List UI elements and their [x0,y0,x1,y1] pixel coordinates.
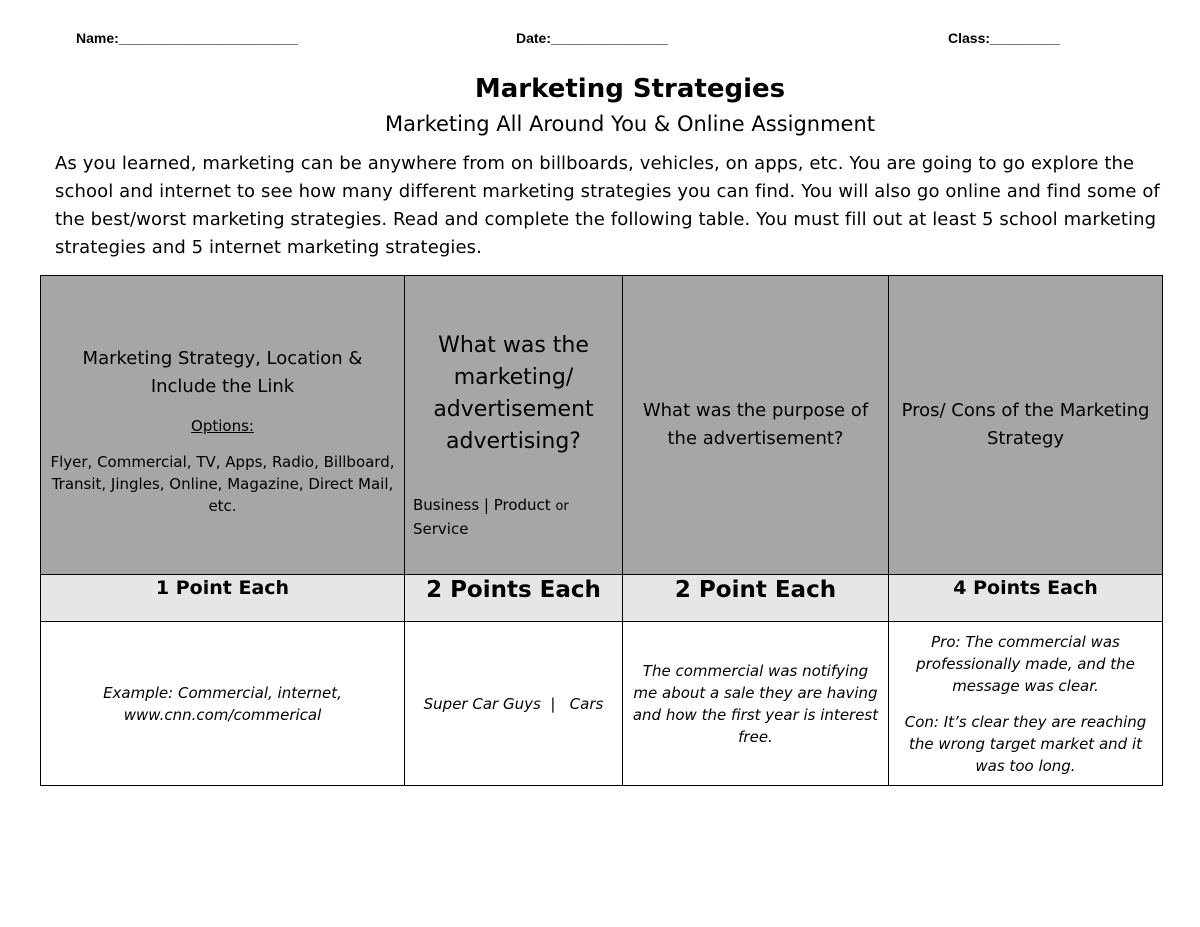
class-field[interactable]: Class:_________ [948,30,1061,46]
example-con: Con: It’s clear they are reaching the wrong target market and it was too long. [904,712,1147,775]
table-header-row [41,276,1163,575]
header-purpose-title: What was the purpose of the advertisement? [642,400,869,449]
example-pro: Pro: The commercial was professionally made, and the message was clear. [916,632,1135,695]
points-purpose: 2 Point Each [674,577,837,603]
page-title: Marketing Strategies [474,74,786,104]
subtext-or: or [555,498,569,514]
points-cell [41,575,405,622]
date-field[interactable]: Date:_______________ [516,30,668,46]
header-cell-purpose [623,276,889,575]
header-pros-cons-title: Pros/ Cons of the Marketing Strategy [901,400,1150,449]
assignment-table [40,275,1163,786]
header-cell-pros-cons [889,276,1163,575]
example-strategy: Example: Commercial, internet, www.cnn.com/commerical [41,622,405,786]
header-cell-strategy [41,276,405,575]
header-advertising-title: What was the marketing/ advertisement advertising? [433,332,594,454]
name-field[interactable]: Name:_______________________ [76,30,298,46]
subtext-business-product: Business | Product [413,495,556,514]
points-strategy: 1 Point Each [155,577,290,599]
example-advertising: Super Car Guys | Cars [405,622,623,786]
subtext-service: Service [413,519,469,538]
points-cell [889,575,1163,622]
points-cell [623,575,889,622]
example-pros-cons [889,622,1163,786]
options-label: Options: [191,417,254,435]
header-cell-advertising [405,276,623,575]
header-advertising-subtext [413,494,614,541]
points-row [41,575,1163,622]
page-subtitle: Marketing All Around You & Online Assignment [384,112,876,136]
instructions-paragraph: As you learned, marketing can be anywhere from on billboards, vehicles, on apps, etc. You are going to go explore the school and internet to see how many different marketing strategies you can find. You will also go online and find some of the best/worst marketing strategies. Read and complete the following table. You must fill out at least 5 school marketing strategies and 5 internet marketing strategies. [55,153,1160,258]
example-purpose: The commercial was notifying me about a sale they are having and how the first year is interest free. [623,622,889,786]
points-pros-cons: 4 Points Each [953,577,1098,599]
options-list: Flyer, Commercial, TV, Apps, Radio, Billboard, Transit, Jingles, Online, Magazine, Direct Mail, etc. [50,453,395,515]
example-row [41,622,1163,786]
points-cell [405,575,623,622]
points-advertising: 2 Points Each [426,577,601,603]
header-strategy-title: Marketing Strategy, Location & Include the Link [82,348,363,397]
